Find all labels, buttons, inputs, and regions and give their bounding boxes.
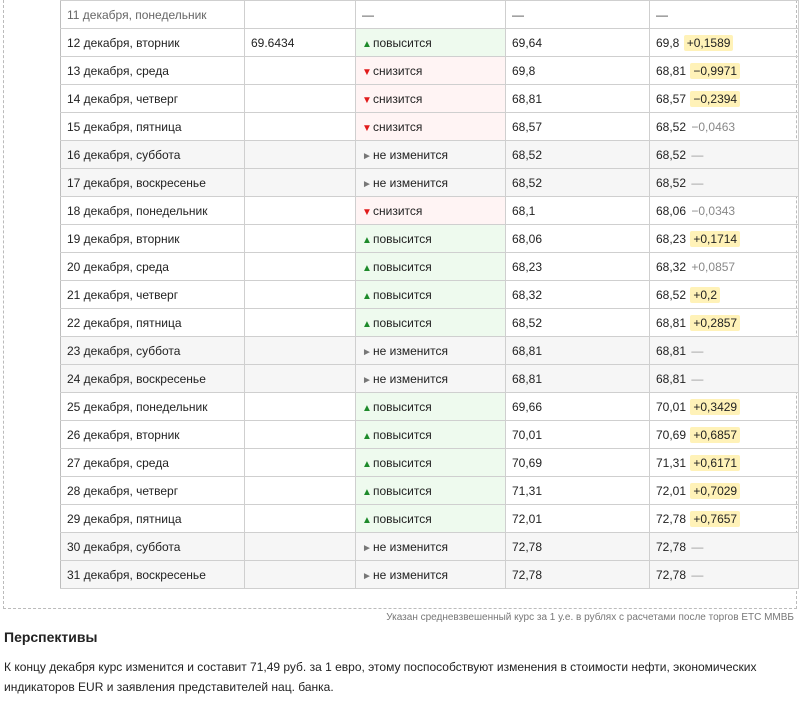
- start-rate-cell: 68,06: [506, 225, 650, 253]
- start-rate-cell: 72,78: [506, 533, 650, 561]
- end-rate-cell: [650, 1, 799, 29]
- date-cell: 15 декабря, пятница: [61, 113, 245, 141]
- reference-rate-cell: [245, 169, 356, 197]
- triangle-right-icon: ►: [362, 374, 372, 386]
- triangle-up-icon: ▲: [362, 234, 372, 246]
- end-rate-value: 68,52: [656, 147, 687, 162]
- reference-rate-cell: [245, 1, 356, 29]
- triangle-up-icon: ▲: [362, 290, 372, 302]
- end-rate-value: 68,81: [656, 343, 687, 358]
- trend-cell: [356, 29, 506, 57]
- trend-label: снизится: [373, 119, 423, 134]
- triangle-down-icon: ▼: [362, 94, 372, 106]
- reference-rate-cell: [245, 365, 356, 393]
- trend-label: не изменится: [373, 371, 448, 386]
- end-rate-cell: [650, 505, 799, 533]
- prospects-text: К концу декабря курс изменится и составит 71,49 руб. за 1 евро, этому поспособствуют изменения в стоимости нефти, экономических индикаторов EUR и заявления представителей нац. банка.: [4, 660, 757, 694]
- start-rate-cell: 69,8: [506, 57, 650, 85]
- start-rate-cell: 72,01: [506, 505, 650, 533]
- trend-label: не изменится: [373, 343, 448, 358]
- triangle-right-icon: ►: [362, 542, 372, 554]
- trend-label: повысится: [373, 483, 432, 498]
- rate-change-value: −0,2394: [690, 91, 740, 107]
- end-rate-value: 69,8: [656, 35, 680, 50]
- triangle-right-icon: ►: [362, 150, 372, 162]
- rate-change-value: +0,2857: [690, 315, 740, 331]
- date-cell: 13 декабря, среда: [61, 57, 245, 85]
- end-rate-value: 68,52: [656, 287, 687, 302]
- trend-cell: [356, 225, 506, 253]
- start-rate-cell: 68,81: [506, 85, 650, 113]
- end-rate-cell: [650, 253, 799, 281]
- triangle-down-icon: ▼: [362, 206, 372, 218]
- trend-cell: [356, 113, 506, 141]
- table-row: [61, 337, 799, 365]
- trend-cell: [356, 141, 506, 169]
- start-rate-cell: 68,52: [506, 309, 650, 337]
- rate-change-value: +0,1589: [684, 35, 734, 51]
- trend-cell: [356, 337, 506, 365]
- trend-cell: [356, 281, 506, 309]
- trend-label: не изменится: [373, 175, 448, 190]
- euro-forecast-table: [60, 0, 799, 589]
- triangle-down-icon: ▼: [362, 66, 372, 78]
- reference-rate-cell: [245, 113, 356, 141]
- date-cell: 17 декабря, воскресенье: [61, 169, 245, 197]
- table-row: [61, 477, 799, 505]
- rate-change-value: +0,0857: [691, 259, 736, 274]
- end-rate-value: 68,06: [656, 203, 687, 218]
- date-cell: 30 декабря, суббота: [61, 533, 245, 561]
- table-row: [61, 505, 799, 533]
- table-row: [61, 141, 799, 169]
- table-row: [61, 365, 799, 393]
- trend-label: повысится: [373, 427, 432, 442]
- end-rate-value: 68,57: [656, 91, 687, 106]
- end-rate-cell: [650, 197, 799, 225]
- trend-cell: [356, 365, 506, 393]
- trend-cell: [356, 533, 506, 561]
- triangle-up-icon: ▲: [362, 262, 372, 274]
- start-rate-cell: 68,81: [506, 337, 650, 365]
- end-rate-cell: [650, 113, 799, 141]
- reference-rate-cell: [245, 393, 356, 421]
- end-rate-value: 72,78: [656, 511, 687, 526]
- trend-cell: [356, 169, 506, 197]
- end-rate-cell: [650, 365, 799, 393]
- date-cell: 20 декабря, среда: [61, 253, 245, 281]
- table-row: [61, 421, 799, 449]
- date-cell: 26 декабря, вторник: [61, 421, 245, 449]
- start-rate-cell: 70,01: [506, 421, 650, 449]
- table-row: [61, 393, 799, 421]
- end-rate-value: 68,81: [656, 371, 687, 386]
- forecast-table-body: [61, 1, 799, 589]
- date-cell: 14 декабря, четверг: [61, 85, 245, 113]
- end-rate-value: 72,78: [656, 539, 687, 554]
- trend-label: снизится: [373, 203, 423, 218]
- triangle-up-icon: ▲: [362, 318, 372, 330]
- date-cell: 24 декабря, воскресенье: [61, 365, 245, 393]
- trend-label: не изменится: [373, 567, 448, 582]
- trend-cell: [356, 57, 506, 85]
- triangle-right-icon: ►: [362, 178, 372, 190]
- end-rate-cell: [650, 393, 799, 421]
- table-row: [61, 57, 799, 85]
- trend-label: не изменится: [373, 539, 448, 554]
- rate-change-value: +0,6857: [690, 427, 740, 443]
- start-rate-cell: 68,23: [506, 253, 650, 281]
- reference-rate-cell: [245, 281, 356, 309]
- trend-cell: [356, 561, 506, 589]
- end-rate-value: 68,81: [656, 63, 687, 78]
- reference-rate-cell: [245, 141, 356, 169]
- date-cell: 29 декабря, пятница: [61, 505, 245, 533]
- trend-cell: [356, 309, 506, 337]
- start-rate-cell: 69,64: [506, 29, 650, 57]
- trend-cell: [356, 393, 506, 421]
- rate-change-value: —: [691, 175, 704, 190]
- date-cell: 19 декабря, вторник: [61, 225, 245, 253]
- triangle-up-icon: ▲: [362, 458, 372, 470]
- reference-rate-cell: [245, 477, 356, 505]
- trend-label: повысится: [373, 455, 432, 470]
- end-rate-value: 68,81: [656, 315, 687, 330]
- rate-change-value: −0,9971: [690, 63, 740, 79]
- reference-rate-cell: 69.6434: [245, 29, 356, 57]
- table-row: [61, 449, 799, 477]
- start-rate-cell: 69,66: [506, 393, 650, 421]
- start-rate-cell: —: [506, 1, 650, 29]
- date-cell: 21 декабря, четверг: [61, 281, 245, 309]
- table-row: [61, 197, 799, 225]
- trend-cell: [356, 477, 506, 505]
- start-rate-cell: 70,69: [506, 449, 650, 477]
- rate-change-value: —: [691, 567, 704, 582]
- trend-label: повысится: [373, 231, 432, 246]
- start-rate-cell: 68,57: [506, 113, 650, 141]
- trend-cell: [356, 505, 506, 533]
- table-row: [61, 561, 799, 589]
- end-rate-cell: [650, 533, 799, 561]
- end-rate-value: —: [656, 7, 668, 22]
- trend-cell: —: [356, 1, 506, 29]
- trend-label: повысится: [373, 259, 432, 274]
- reference-rate-cell: [245, 85, 356, 113]
- rate-change-value: −0,0343: [691, 203, 736, 218]
- trend-label: повысится: [373, 287, 432, 302]
- table-footnote: Указан средневзвешенный курс за 1 у.е. в рублях с расчетами после торгов ЕТС ММВБ: [386, 612, 794, 623]
- start-rate-cell: 68,1: [506, 197, 650, 225]
- reference-rate-cell: [245, 309, 356, 337]
- trend-cell: [356, 197, 506, 225]
- rate-change-value: —: [691, 371, 704, 386]
- start-rate-cell: 68,52: [506, 141, 650, 169]
- rate-change-value: +0,6171: [690, 455, 740, 471]
- end-rate-cell: [650, 225, 799, 253]
- table-row: [61, 225, 799, 253]
- end-rate-value: 68,52: [656, 175, 687, 190]
- trend-cell: [356, 421, 506, 449]
- date-cell: 18 декабря, понедельник: [61, 197, 245, 225]
- rate-change-value: +0,1714: [690, 231, 740, 247]
- end-rate-cell: [650, 449, 799, 477]
- start-rate-cell: 71,31: [506, 477, 650, 505]
- table-row: [61, 113, 799, 141]
- trend-cell: [356, 253, 506, 281]
- triangle-up-icon: ▲: [362, 38, 372, 50]
- table-row: [61, 253, 799, 281]
- date-cell: 11 декабря, понедельник: [61, 1, 245, 29]
- triangle-up-icon: ▲: [362, 430, 372, 442]
- trend-label: снизится: [373, 63, 423, 78]
- reference-rate-cell: [245, 533, 356, 561]
- trend-cell: [356, 85, 506, 113]
- start-rate-cell: 72,78: [506, 561, 650, 589]
- reference-rate-cell: [245, 197, 356, 225]
- trend-label: снизится: [373, 91, 423, 106]
- start-rate-cell: 68,52: [506, 169, 650, 197]
- triangle-up-icon: ▲: [362, 486, 372, 498]
- reference-rate-cell: [245, 561, 356, 589]
- rate-change-value: +0,3429: [690, 399, 740, 415]
- end-rate-value: 71,31: [656, 455, 687, 470]
- reference-rate-cell: [245, 421, 356, 449]
- triangle-up-icon: ▲: [362, 514, 372, 526]
- trend-label: повысится: [373, 35, 432, 50]
- end-rate-value: 68,52: [656, 119, 687, 134]
- start-rate-cell: 68,81: [506, 365, 650, 393]
- rate-change-value: —: [691, 539, 704, 554]
- end-rate-value: 72,01: [656, 483, 687, 498]
- trend-label: не изменится: [373, 147, 448, 162]
- table-row: [61, 281, 799, 309]
- end-rate-cell: [650, 85, 799, 113]
- trend-cell: [356, 449, 506, 477]
- end-rate-cell: [650, 337, 799, 365]
- end-rate-cell: [650, 561, 799, 589]
- date-cell: 27 декабря, среда: [61, 449, 245, 477]
- date-cell: 23 декабря, суббота: [61, 337, 245, 365]
- table-row: [61, 309, 799, 337]
- end-rate-value: 70,69: [656, 427, 687, 442]
- date-cell: 25 декабря, понедельник: [61, 393, 245, 421]
- trend-label: повысится: [373, 399, 432, 414]
- reference-rate-cell: [245, 449, 356, 477]
- reference-rate-cell: [245, 57, 356, 85]
- reference-rate-cell: [245, 253, 356, 281]
- date-cell: 28 декабря, четверг: [61, 477, 245, 505]
- rate-change-value: +0,7657: [690, 511, 740, 527]
- rate-change-value: −0,0463: [691, 119, 736, 134]
- rate-change-value: +0,7029: [690, 483, 740, 499]
- date-cell: 12 декабря, вторник: [61, 29, 245, 57]
- start-rate-cell: 68,32: [506, 281, 650, 309]
- triangle-right-icon: ►: [362, 346, 372, 358]
- end-rate-value: 68,23: [656, 231, 687, 246]
- end-rate-cell: [650, 477, 799, 505]
- end-rate-value: 72,78: [656, 567, 687, 582]
- end-rate-cell: [650, 309, 799, 337]
- end-rate-value: 68,32: [656, 259, 687, 274]
- prospects-heading: Перспективы: [4, 629, 98, 645]
- date-cell: 16 декабря, суббота: [61, 141, 245, 169]
- end-rate-value: 70,01: [656, 399, 687, 414]
- table-row: [61, 533, 799, 561]
- reference-rate-cell: [245, 505, 356, 533]
- table-row: [61, 29, 799, 57]
- table-row: [61, 85, 799, 113]
- table-row: [61, 1, 799, 29]
- rate-change-value: —: [691, 343, 704, 358]
- trend-label: повысится: [373, 511, 432, 526]
- end-rate-cell: [650, 281, 799, 309]
- end-rate-cell: [650, 29, 799, 57]
- end-rate-cell: [650, 169, 799, 197]
- triangle-up-icon: ▲: [362, 402, 372, 414]
- date-cell: 22 декабря, пятница: [61, 309, 245, 337]
- rate-change-value: —: [691, 147, 704, 162]
- table-row: [61, 169, 799, 197]
- end-rate-cell: [650, 57, 799, 85]
- triangle-down-icon: ▼: [362, 122, 372, 134]
- end-rate-cell: [650, 421, 799, 449]
- triangle-right-icon: ►: [362, 570, 372, 582]
- reference-rate-cell: [245, 337, 356, 365]
- rate-change-value: +0,2: [690, 287, 720, 303]
- date-cell: 31 декабря, воскресенье: [61, 561, 245, 589]
- end-rate-cell: [650, 141, 799, 169]
- trend-label: повысится: [373, 315, 432, 330]
- reference-rate-cell: [245, 225, 356, 253]
